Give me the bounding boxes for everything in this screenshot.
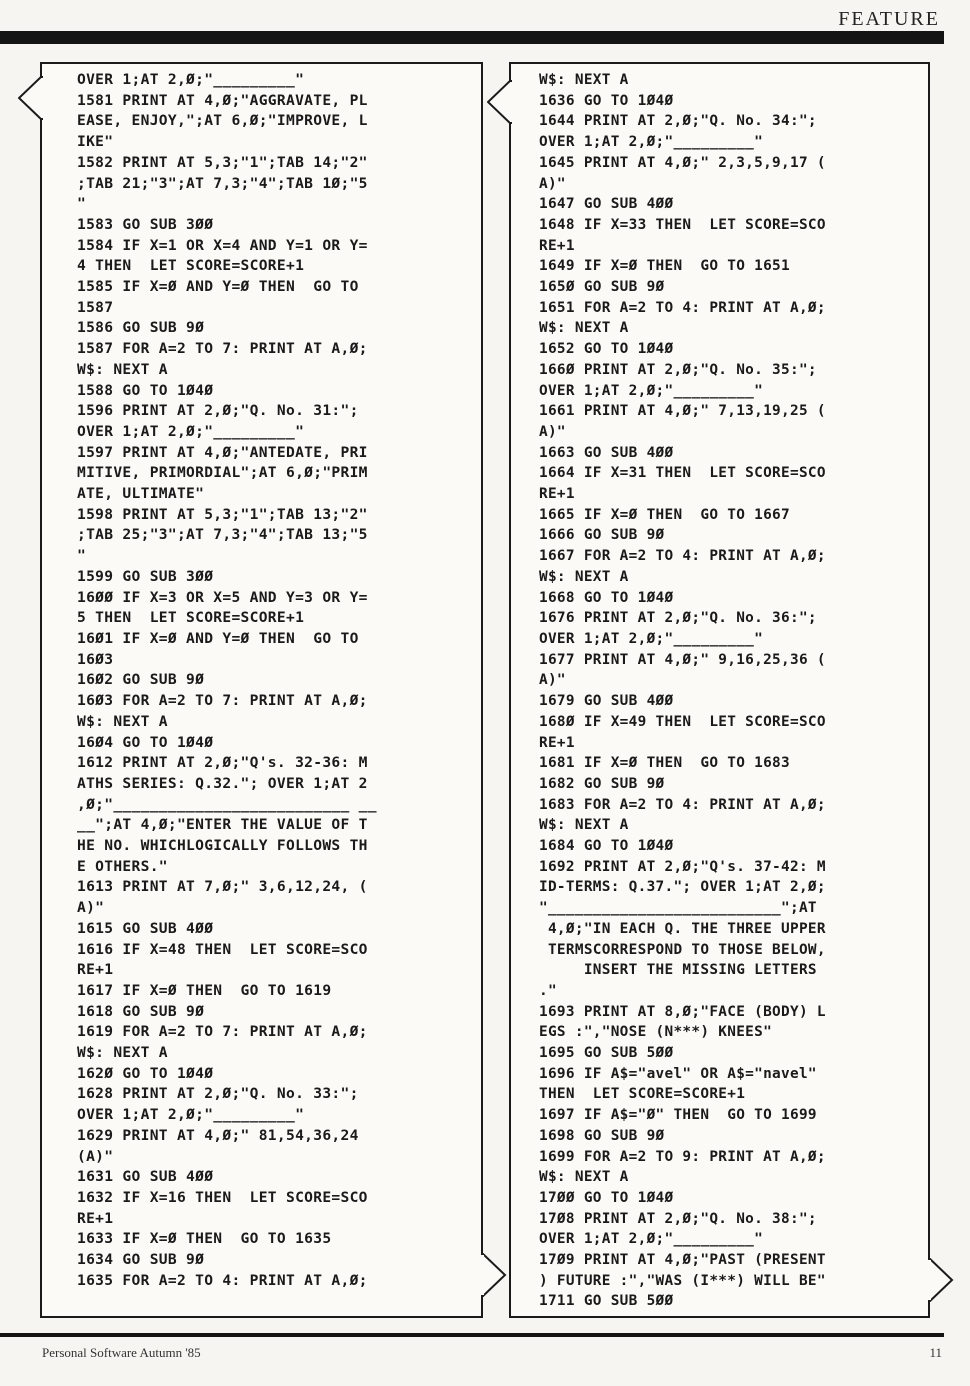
code-line: 1696 IF A$="avel" OR A$="navel" (539, 1065, 817, 1082)
left-code-listing (77, 70, 475, 1291)
top-rule (0, 31, 944, 44)
code-line: OVER 1;AT 2,Ø;"_________" (539, 382, 764, 399)
code-line: 1636 GO TO 1Ø4Ø (539, 92, 674, 109)
code-line: OVER 1;AT 2,Ø;"_________" (77, 1106, 305, 1124)
code-line: 1631 GO SUB 4ØØ (77, 1168, 214, 1186)
code-line: (A)" (77, 1147, 114, 1165)
code-line: A)" (77, 899, 105, 917)
code-line: 1652 GO TO 1Ø4Ø (539, 341, 674, 358)
code-line: 4 THEN LET SCORE=SCORE+1 (77, 257, 305, 275)
left-panel-bottom-arrow-icon (481, 1253, 507, 1297)
code-line: 166Ø PRINT AT 2,Ø;"Q. No. 35:"; (539, 361, 817, 378)
code-line: W$: NEXT A (539, 817, 629, 834)
right-panel-top-arrow-icon (487, 80, 512, 124)
code-line: ATHS SERIES: Q.32."; OVER 1;AT 2 (77, 774, 368, 792)
code-line: A)" (539, 423, 566, 440)
code-line: 16Ø3 FOR A=2 TO 7: PRINT AT A,Ø; (77, 692, 368, 710)
code-line: 162Ø GO TO 1Ø4Ø (77, 1064, 214, 1082)
code-line: 1679 GO SUB 4ØØ (539, 693, 674, 710)
code-line: 16Ø2 GO SUB 9Ø (77, 671, 205, 689)
code-line: 1644 PRINT AT 2,Ø;"Q. No. 34:"; (539, 113, 817, 130)
left-listing-panel (40, 62, 483, 1318)
code-line: 1684 GO TO 1Ø4Ø (539, 838, 674, 855)
code-line: 1596 PRINT AT 2,Ø;"Q. No. 31:"; (77, 402, 359, 420)
code-line: 1645 PRINT AT 4,Ø;" 2,3,5,9,17 ( (539, 154, 826, 171)
section-label: FEATURE (838, 8, 940, 30)
code-line: ." (539, 982, 557, 999)
code-line: 5 THEN LET SCORE=SCORE+1 (77, 609, 305, 627)
page-number: 11 (929, 1345, 942, 1360)
code-line: 1697 IF A$="Ø" THEN GO TO 1699 (539, 1107, 817, 1124)
code-line: 1585 IF X=Ø AND Y=Ø THEN GO TO (77, 278, 359, 296)
code-line: 1664 IF X=31 THEN LET SCORE=SCO (539, 465, 826, 482)
left-panel-top-arrow-icon (18, 76, 43, 120)
code-line: __";AT 4,Ø;"ENTER THE VALUE OF T (77, 816, 368, 834)
code-line: 1587 FOR A=2 TO 7: PRINT AT A,Ø; (77, 340, 368, 358)
code-line: 1582 PRINT AT 5,3;"1";TAB 14;"2" (77, 153, 368, 171)
code-line: 168Ø IF X=49 THEN LET SCORE=SCO (539, 713, 826, 730)
code-line: 1616 IF X=48 THEN LET SCORE=SCO (77, 940, 368, 958)
right-panel-bottom-arrow-icon (928, 1258, 954, 1302)
code-line: A)" (539, 672, 566, 689)
code-line: 1681 IF X=Ø THEN GO TO 1683 (539, 755, 790, 772)
code-line: A)" (539, 175, 566, 192)
code-line: 1632 IF X=16 THEN LET SCORE=SCO (77, 1188, 368, 1206)
code-line: 4,Ø;"IN EACH Q. THE THREE UPPER (539, 920, 826, 937)
code-line: 1619 FOR A=2 TO 7: PRINT AT A,Ø; (77, 1023, 368, 1041)
code-line: 1613 PRINT AT 7,Ø;" 3,6,12,24, ( (77, 878, 368, 896)
code-line: 1617 IF X=Ø THEN GO TO 1619 (77, 981, 332, 999)
code-line: RE+1 (539, 734, 575, 751)
code-line: 1692 PRINT AT 2,Ø;"Q's. 37-42: M (539, 858, 826, 875)
code-line: 1667 FOR A=2 TO 4: PRINT AT A,Ø; (539, 548, 826, 565)
code-line: 1618 GO SUB 9Ø (77, 1002, 205, 1020)
code-line: 1661 PRINT AT 4,Ø;" 7,13,19,25 ( (539, 403, 826, 420)
code-line: " (77, 547, 87, 565)
code-line: 16ØØ IF X=3 OR X=5 AND Y=3 OR Y= (77, 588, 368, 606)
footer-publication: Personal Software Autumn '85 (42, 1345, 201, 1360)
code-line: 17Ø9 PRINT AT 4,Ø;"PAST (PRESENT (539, 1252, 826, 1269)
code-line: ATE, ULTIMATE" (77, 485, 205, 503)
code-line: OVER 1;AT 2,Ø;"_________" (539, 134, 764, 151)
code-line: 1598 PRINT AT 5,3;"1";TAB 13;"2" (77, 505, 368, 523)
code-line: W$: NEXT A (539, 320, 629, 337)
code-line: 16Ø1 IF X=Ø AND Y=Ø THEN GO TO (77, 629, 359, 647)
code-line: "__________________________";AT (539, 900, 817, 917)
code-line: RE+1 (77, 961, 114, 979)
code-line: 1629 PRINT AT 4,Ø;" 81,54,36,24 (77, 1126, 359, 1144)
code-line: W$: NEXT A (77, 712, 168, 730)
code-line: 1633 IF X=Ø THEN GO TO 1635 (77, 1230, 332, 1248)
code-line: 16Ø3 (77, 650, 114, 668)
right-listing-panel (509, 62, 930, 1318)
right-code-listing (539, 70, 922, 1312)
code-line: 1693 PRINT AT 8,Ø;"FACE (BODY) L (539, 1003, 826, 1020)
code-line: EGS :","NOSE (N***) KNEES" (539, 1024, 773, 1041)
code-line: 16Ø4 GO TO 1Ø4Ø (77, 733, 214, 751)
code-line: W$: NEXT A (539, 72, 629, 88)
code-line: ;TAB 21;"3";AT 7,3;"4";TAB 1Ø;"5 (77, 174, 368, 192)
code-line: OVER 1;AT 2,Ø;"_________" (539, 630, 764, 647)
code-line: HE NO. WHICHLOGICALLY FOLLOWS TH (77, 837, 368, 855)
bottom-rule (0, 1333, 944, 1337)
code-line: 1676 PRINT AT 2,Ø;"Q. No. 36:"; (539, 610, 817, 627)
code-line: 17ØØ GO TO 1Ø4Ø (539, 1189, 674, 1206)
code-line: 1683 FOR A=2 TO 4: PRINT AT A,Ø; (539, 796, 826, 813)
code-line: W$: NEXT A (539, 568, 629, 585)
code-line: 165Ø GO SUB 9Ø (539, 279, 665, 296)
code-line: W$: NEXT A (77, 1044, 168, 1062)
code-line: 1698 GO SUB 9Ø (539, 1127, 665, 1144)
code-line: THEN LET SCORE=SCORE+1 (539, 1086, 746, 1103)
code-line: 1651 FOR A=2 TO 4: PRINT AT A,Ø; (539, 299, 826, 316)
code-line: RE+1 (539, 486, 575, 503)
code-line: 1699 FOR A=2 TO 9: PRINT AT A,Ø; (539, 1148, 826, 1165)
code-line: W$: NEXT A (539, 1169, 629, 1186)
code-line: 1628 PRINT AT 2,Ø;"Q. No. 33:"; (77, 1085, 359, 1103)
code-line: ID-TERMS: Q.37."; OVER 1;AT 2,Ø; (539, 879, 826, 896)
code-line: 1615 GO SUB 4ØØ (77, 919, 214, 937)
code-line: 1634 GO SUB 9Ø (77, 1251, 205, 1269)
code-line: ,Ø;"__________________________ __ (77, 795, 377, 813)
code-line: 1599 GO SUB 3ØØ (77, 567, 214, 585)
code-line: 17Ø8 PRINT AT 2,Ø;"Q. No. 38:"; (539, 1210, 817, 1227)
code-line: 1665 IF X=Ø THEN GO TO 1667 (539, 506, 790, 523)
code-line: 1597 PRINT AT 4,Ø;"ANTEDATE, PRI (77, 443, 368, 461)
code-line: 1584 IF X=1 OR X=4 AND Y=1 OR Y= (77, 236, 368, 254)
code-line: 1711 GO SUB 5ØØ (539, 1293, 674, 1310)
code-line: IKE" (77, 133, 114, 151)
code-line: EASE, ENJOY,";AT 6,Ø;"IMPROVE, L (77, 112, 368, 130)
code-line: 1583 GO SUB 3ØØ (77, 215, 214, 233)
code-line: 1649 IF X=Ø THEN GO TO 1651 (539, 258, 790, 275)
code-line: ;TAB 25;"3";AT 7,3;"4";TAB 13;"5 (77, 526, 368, 544)
code-line: 1586 GO SUB 9Ø (77, 319, 205, 337)
code-line: 1587 (77, 298, 114, 316)
code-line: 1677 PRINT AT 4,Ø;" 9,16,25,36 ( (539, 651, 826, 668)
code-line: 1612 PRINT AT 2,Ø;"Q's. 32-36: M (77, 754, 368, 772)
code-line: 1668 GO TO 1Ø4Ø (539, 589, 674, 606)
code-line: 1635 FOR A=2 TO 4: PRINT AT A,Ø; (77, 1271, 368, 1289)
code-line: 1663 GO SUB 4ØØ (539, 444, 674, 461)
code-line: E OTHERS." (77, 857, 168, 875)
code-line: 1666 GO SUB 9Ø (539, 527, 665, 544)
code-line: 1581 PRINT AT 4,Ø;"AGGRAVATE, PL (77, 91, 368, 109)
code-line: OVER 1;AT 2,Ø;"_________" (77, 422, 305, 440)
code-line: 1682 GO SUB 9Ø (539, 775, 665, 792)
code-line: OVER 1;AT 2,Ø;"_________" (77, 71, 305, 88)
code-line: W$: NEXT A (77, 360, 168, 378)
code-line: RE+1 (77, 1209, 114, 1227)
code-line: MITIVE, PRIMORDIAL";AT 6,Ø;"PRIM (77, 464, 368, 482)
code-line: OVER 1;AT 2,Ø;"_________" (539, 1231, 764, 1248)
code-line: 1648 IF X=33 THEN LET SCORE=SCO (539, 216, 826, 233)
code-line: 1647 GO SUB 4ØØ (539, 196, 674, 213)
code-line: INSERT THE MISSING LETTERS (539, 962, 817, 979)
code-line: " (77, 195, 87, 213)
code-line: 1588 GO TO 1Ø4Ø (77, 381, 214, 399)
code-line: ) FUTURE :","WAS (I***) WILL BE" (539, 1272, 826, 1289)
code-line: RE+1 (539, 237, 575, 254)
code-line: TERMSCORRESPOND TO THOSE BELOW, (539, 941, 826, 958)
code-line: 1695 GO SUB 5ØØ (539, 1045, 674, 1062)
